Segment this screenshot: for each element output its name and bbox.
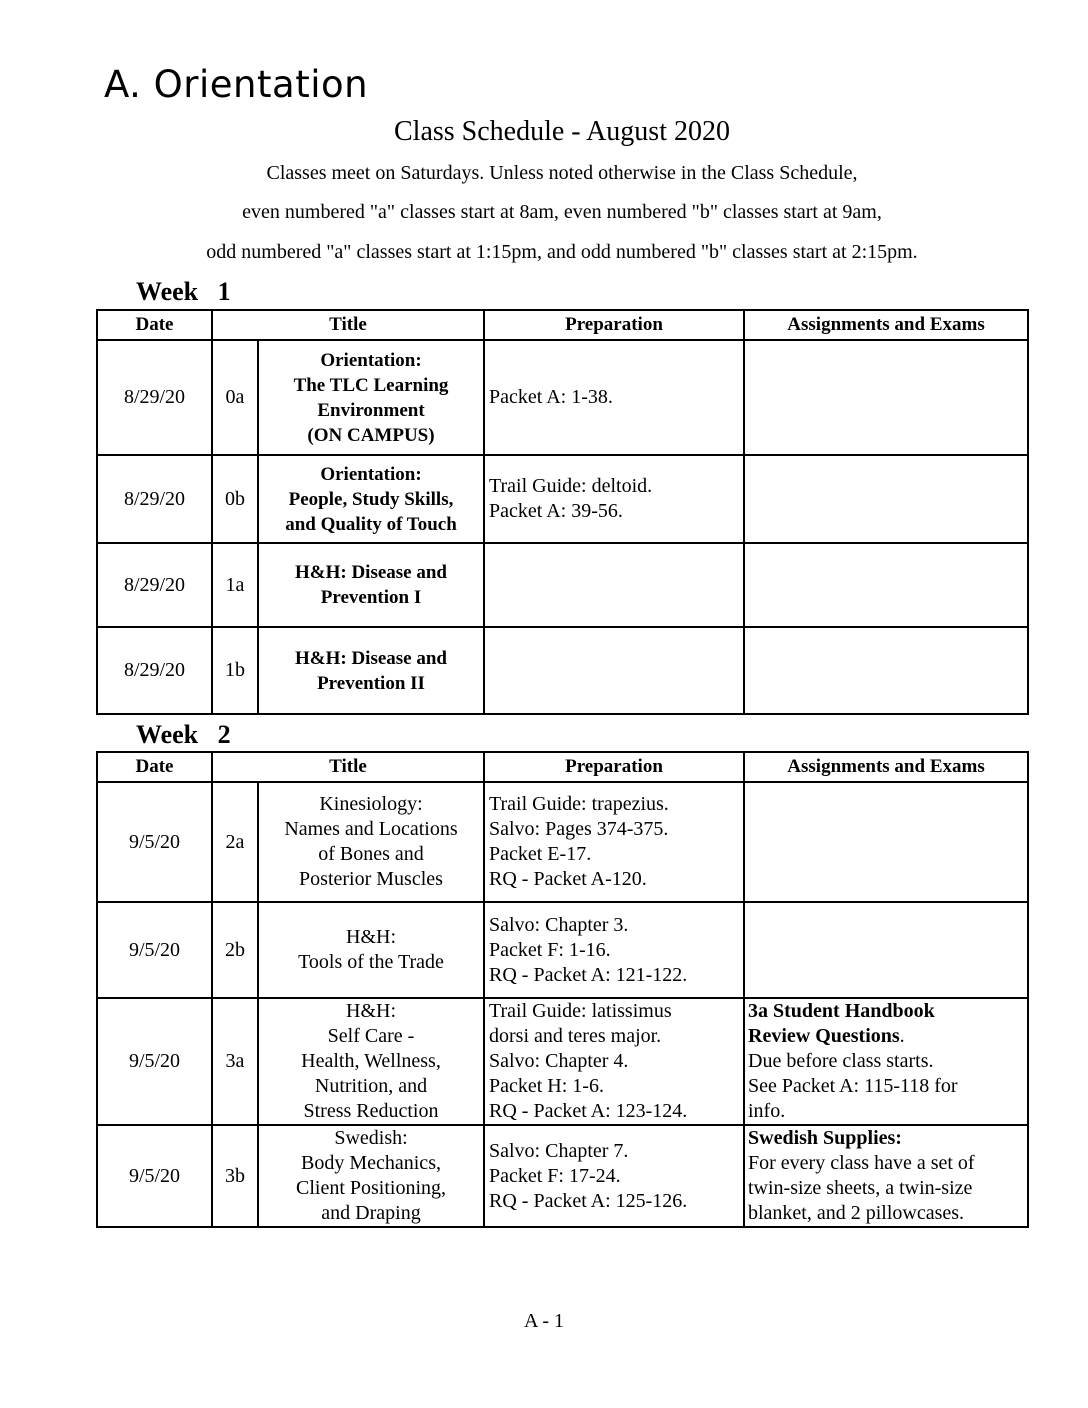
assignment-line: For every class have a set of: [748, 1152, 975, 1174]
class-title-line: People, Study Skills,: [288, 488, 454, 510]
class-title-line: Health, Wellness,: [301, 1050, 441, 1072]
class-title: [258, 627, 484, 714]
class-title: [258, 782, 484, 902]
class-title-line: The TLC Learning: [293, 374, 449, 396]
assignment-line: info.: [748, 1100, 786, 1122]
preparation-line: Salvo: Chapter 7.: [489, 1139, 629, 1162]
class-title-line: Posterior Muscles: [299, 868, 443, 890]
class-code: 1a: [212, 543, 258, 627]
assignments-cell: [744, 998, 1028, 1125]
class-title-line: Kinesiology:: [319, 793, 423, 815]
table-row: [97, 340, 1028, 455]
assignment-line: blanket, and 2 pillowcases.: [748, 1202, 965, 1224]
column-header-assignments: Assignments and Exams: [744, 310, 1028, 340]
class-title: [258, 455, 484, 543]
class-code: 2b: [212, 902, 258, 998]
preparation-cell: [484, 1125, 744, 1227]
class-date: 8/29/20: [97, 627, 212, 714]
column-header-date: Date: [97, 310, 212, 340]
preparation-line: Trail Guide: latissimus: [489, 1000, 672, 1022]
header-row: [97, 752, 1028, 782]
class-title-line: H&H:: [346, 1000, 396, 1022]
class-title: [258, 1125, 484, 1227]
class-title-line: Client Positioning,: [295, 1177, 447, 1199]
page-number: A - 1: [524, 1310, 564, 1332]
preparation-line: dorsi and teres major.: [489, 1025, 662, 1047]
class-title-line: Self Care -: [327, 1025, 415, 1047]
class-title-line: Orientation:: [320, 349, 422, 371]
week-1-schedule-table: [96, 309, 1029, 715]
assignment-line: See Packet A: 115-118 for: [748, 1075, 958, 1097]
assignment-heading: Review Questions.: [748, 1025, 905, 1047]
intro-line-1: Classes meet on Saturdays. Unless noted otherwise in the Class Schedule,: [266, 162, 858, 184]
preparation-cell: [484, 340, 744, 455]
class-title-line: H&H: Disease and: [295, 647, 447, 669]
column-header-preparation: Preparation: [484, 310, 744, 340]
table-row: [97, 1125, 1028, 1227]
schedule-subtitle: Class Schedule - August 2020: [394, 116, 730, 147]
preparation-cell: [484, 455, 744, 543]
assignments-cell: [744, 543, 1028, 627]
preparation-line: RQ - Packet A-120.: [489, 868, 647, 890]
class-title-line: (ON CAMPUS): [307, 424, 435, 446]
column-header-date: Date: [97, 752, 212, 782]
intro-line-3: odd numbered "a" classes start at 1:15pm, and odd numbered "b" classes start at 2:15pm.: [206, 241, 918, 263]
preparation-cell: [484, 627, 744, 714]
week-1-label: Week 1: [136, 277, 231, 306]
column-header-title: Title: [212, 310, 484, 340]
preparation-line: Packet F: 1-16.: [489, 938, 611, 961]
class-title-line: Tools of the Trade: [298, 951, 444, 973]
class-code: 0b: [212, 455, 258, 543]
preparation-cell: [484, 782, 744, 902]
class-title-line: Prevention I: [320, 587, 422, 608]
preparation-cell: [484, 998, 744, 1125]
table-row: [97, 998, 1028, 1125]
assignments-cell: [744, 340, 1028, 455]
class-title-line: Swedish:: [334, 1127, 408, 1149]
class-date: 9/5/20: [97, 1125, 212, 1227]
preparation-line: RQ - Packet A: 125-126.: [489, 1189, 688, 1212]
class-title-line: Environment: [317, 399, 425, 421]
class-code: 2a: [212, 782, 258, 902]
class-title-line: and Draping: [321, 1202, 421, 1224]
class-date: 8/29/20: [97, 340, 212, 455]
class-code: 3b: [212, 1125, 258, 1227]
column-header-assignments: Assignments and Exams: [744, 752, 1028, 782]
table-row: [97, 782, 1028, 902]
assignments-cell: [744, 902, 1028, 998]
class-title-line: Prevention II: [317, 672, 425, 694]
assignments-cell: [744, 782, 1028, 902]
class-code: 3a: [212, 998, 258, 1125]
class-title-line: H&H: Disease and: [295, 562, 447, 583]
assignments-cell: [744, 1125, 1028, 1227]
preparation-line: Packet A: 39-56.: [489, 500, 623, 522]
assignment-heading: 3a Student Handbook: [748, 1000, 935, 1022]
class-title: [258, 543, 484, 627]
preparation-cell: [484, 543, 744, 627]
class-title-line: Stress Reduction: [303, 1100, 439, 1122]
preparation-line: Salvo: Chapter 4.: [489, 1050, 629, 1072]
class-title-line: Orientation:: [320, 463, 422, 485]
preparation-line: Salvo: Pages 374-375.: [489, 818, 669, 840]
class-title-line: Nutrition, and: [314, 1075, 428, 1097]
column-header-title: Title: [212, 752, 484, 782]
assignment-line: twin-size sheets, a twin-size: [748, 1177, 973, 1199]
class-title: [258, 340, 484, 455]
class-title-line: and Quality of Touch: [285, 513, 457, 535]
preparation-line: Packet E-17.: [489, 843, 592, 865]
assignments-cell: [744, 627, 1028, 714]
preparation-line: RQ - Packet A: 121-122.: [489, 963, 688, 986]
preparation-line: Packet A: 1-38.: [489, 386, 613, 408]
preparation-line: Trail Guide: trapezius.: [489, 793, 669, 815]
week-2-schedule-table: [96, 751, 1029, 1228]
preparation-line: RQ - Packet A: 123-124.: [489, 1100, 688, 1122]
class-date: 9/5/20: [97, 902, 212, 998]
intro-line-2: even numbered "a" classes start at 8am, even numbered "b" classes start at 9am,: [242, 201, 882, 223]
class-date: 9/5/20: [97, 998, 212, 1125]
preparation-cell: [484, 902, 744, 998]
section-title: A. Orientation: [104, 63, 369, 106]
table-row: [97, 543, 1028, 627]
class-title-line: H&H:: [346, 926, 396, 948]
table-row: [97, 902, 1028, 998]
assignment-line: Due before class starts.: [748, 1050, 934, 1072]
class-title-line: Body Mechanics,: [301, 1152, 441, 1174]
class-date: 8/29/20: [97, 543, 212, 627]
preparation-line: Packet H: 1-6.: [489, 1075, 604, 1097]
header-row: [97, 310, 1028, 340]
assignments-cell: [744, 455, 1028, 543]
preparation-line: Packet F: 17-24.: [489, 1164, 621, 1187]
class-date: 9/5/20: [97, 782, 212, 902]
class-title: [258, 902, 484, 998]
class-code: 1b: [212, 627, 258, 714]
assignment-heading: Swedish Supplies:: [748, 1127, 902, 1149]
preparation-line: Salvo: Chapter 3.: [489, 913, 629, 936]
preparation-line: Trail Guide: deltoid.: [489, 475, 653, 497]
class-date: 8/29/20: [97, 455, 212, 543]
week-2-label: Week 2: [136, 720, 231, 749]
table-row: [97, 627, 1028, 714]
table-row: [97, 455, 1028, 543]
class-title: [258, 998, 484, 1125]
class-title-line: of Bones and: [318, 843, 424, 865]
column-header-preparation: Preparation: [484, 752, 744, 782]
class-title-line: Names and Locations: [284, 818, 458, 840]
class-code: 0a: [212, 340, 258, 455]
